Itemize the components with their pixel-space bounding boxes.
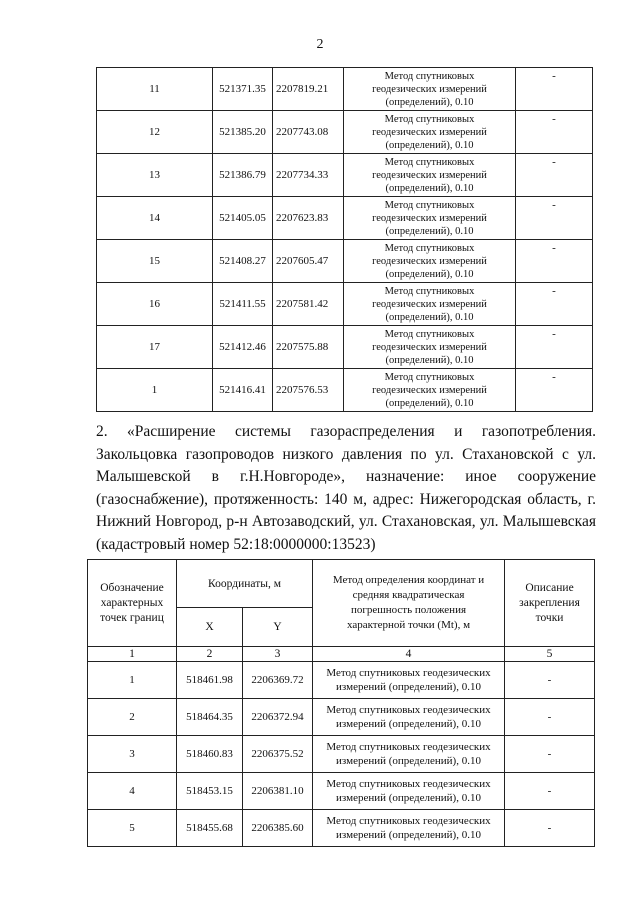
column-index: 1 — [88, 647, 177, 662]
coord-x: 521386.79 — [213, 154, 273, 197]
description-cell: - — [505, 773, 595, 810]
point-number: 3 — [88, 736, 177, 773]
table-row — [97, 68, 593, 111]
coord-y: 2206385.60 — [243, 810, 313, 847]
point-number: 1 — [88, 662, 177, 699]
point-number: 16 — [97, 283, 213, 326]
method-cell: Метод спутниковых геодезических измерений (определений), 0.10 — [344, 197, 516, 240]
description-cell: - — [516, 326, 593, 369]
method-cell: Метод спутниковых геодезических измерений (определений), 0.10 — [344, 68, 516, 111]
coord-y: 2206372.94 — [243, 699, 313, 736]
method-cell: Метод спутниковых геодезических измерений (определений), 0.10 — [313, 810, 505, 847]
coord-x: 518455.68 — [177, 810, 243, 847]
description-cell: - — [516, 154, 593, 197]
table-row — [97, 283, 593, 326]
header-y: Y — [243, 608, 313, 647]
coord-x: 518461.98 — [177, 662, 243, 699]
point-number: 14 — [97, 197, 213, 240]
coord-y: 2206369.72 — [243, 662, 313, 699]
point-number: 2 — [88, 699, 177, 736]
description-cell: - — [505, 810, 595, 847]
table-row — [88, 699, 595, 736]
method-cell: Метод спутниковых геодезических измерений (определений), 0.10 — [313, 773, 505, 810]
point-number: 1 — [97, 369, 213, 412]
point-number: 12 — [97, 111, 213, 154]
table-row — [88, 662, 595, 699]
table-row — [88, 736, 595, 773]
column-index: 4 — [313, 647, 505, 662]
coord-y: 2207581.42 — [273, 283, 344, 326]
method-cell: Метод спутниковых геодезических измерений (определений), 0.10 — [344, 326, 516, 369]
header-description: Описание закрепления точки — [505, 560, 595, 647]
point-number: 5 — [88, 810, 177, 847]
method-cell: Метод спутниковых геодезических измерений (определений), 0.10 — [344, 111, 516, 154]
description-cell: - — [516, 369, 593, 412]
coord-x: 518460.83 — [177, 736, 243, 773]
coord-x: 518453.15 — [177, 773, 243, 810]
description-cell: - — [516, 283, 593, 326]
column-index: 2 — [177, 647, 243, 662]
header-coordinates: Координаты, м — [177, 560, 313, 608]
coord-y: 2207819.21 — [273, 68, 344, 111]
page-number: 2 — [316, 37, 324, 52]
coord-y: 2207575.88 — [273, 326, 344, 369]
table-row — [97, 111, 593, 154]
coord-x: 521385.20 — [213, 111, 273, 154]
header-point-designation: Обозначение характерных точек границ — [88, 560, 177, 647]
header-x: X — [177, 608, 243, 647]
coord-x: 521408.27 — [213, 240, 273, 283]
coord-x: 521405.05 — [213, 197, 273, 240]
description-cell: - — [505, 662, 595, 699]
coord-y: 2207743.08 — [273, 111, 344, 154]
coord-x: 521411.55 — [213, 283, 273, 326]
column-index: 3 — [243, 647, 313, 662]
method-cell: Метод спутниковых геодезических измерений (определений), 0.10 — [344, 369, 516, 412]
table-row — [88, 773, 595, 810]
description-cell: - — [516, 68, 593, 111]
column-index: 5 — [505, 647, 595, 662]
coordinates-table — [87, 559, 595, 847]
coord-x: 521416.41 — [213, 369, 273, 412]
point-number: 13 — [97, 154, 213, 197]
coord-x: 518464.35 — [177, 699, 243, 736]
method-cell: Метод спутниковых геодезических измерений (определений), 0.10 — [313, 736, 505, 773]
point-number: 17 — [97, 326, 213, 369]
table-row — [97, 240, 593, 283]
method-cell: Метод спутниковых геодезических измерений (определений), 0.10 — [313, 699, 505, 736]
method-cell: Метод спутниковых геодезических измерений (определений), 0.10 — [344, 154, 516, 197]
coord-x: 521371.35 — [213, 68, 273, 111]
method-cell: Метод спутниковых геодезических измерений (определений), 0.10 — [313, 662, 505, 699]
description-cell: - — [516, 111, 593, 154]
table-row — [97, 326, 593, 369]
method-cell: Метод спутниковых геодезических измерений (определений), 0.10 — [344, 240, 516, 283]
description-cell: - — [516, 240, 593, 283]
point-number: 15 — [97, 240, 213, 283]
point-number: 4 — [88, 773, 177, 810]
table-row — [97, 154, 593, 197]
coord-y: 2206375.52 — [243, 736, 313, 773]
description-cell: - — [516, 197, 593, 240]
header-method: Метод определения координат и средняя квадратическая погрешность положения характерной точки (Mt), м — [313, 560, 505, 647]
coord-y: 2206381.10 — [243, 773, 313, 810]
coord-x: 521412.46 — [213, 326, 273, 369]
method-cell: Метод спутниковых геодезических измерений (определений), 0.10 — [344, 283, 516, 326]
coord-y: 2207623.83 — [273, 197, 344, 240]
table-row — [97, 197, 593, 240]
coord-y: 2207576.53 — [273, 369, 344, 412]
description-cell: - — [505, 699, 595, 736]
object-description-paragraph: 2. «Расширение системы газораспределения и газопотребления. Закольцовка газопроводов низкого давления по ул. Стахановской с ул. Малышевской в г.Н.Новгороде», назначение: иное сооружение (газоснабжение), протяженность: 140 м, адрес: Нижегородская область, г. Нижний Новгород, р-н Автозаводский, ул. Стахановская, ул. Малышевская (кадастровый номер 52:18:0000000:13523) — [96, 423, 596, 553]
coordinates-table-continued — [96, 67, 593, 412]
coord-y: 2207605.47 — [273, 240, 344, 283]
point-number: 11 — [97, 68, 213, 111]
description-cell: - — [505, 736, 595, 773]
coord-y: 2207734.33 — [273, 154, 344, 197]
table-row — [88, 810, 595, 847]
table-row — [97, 369, 593, 412]
